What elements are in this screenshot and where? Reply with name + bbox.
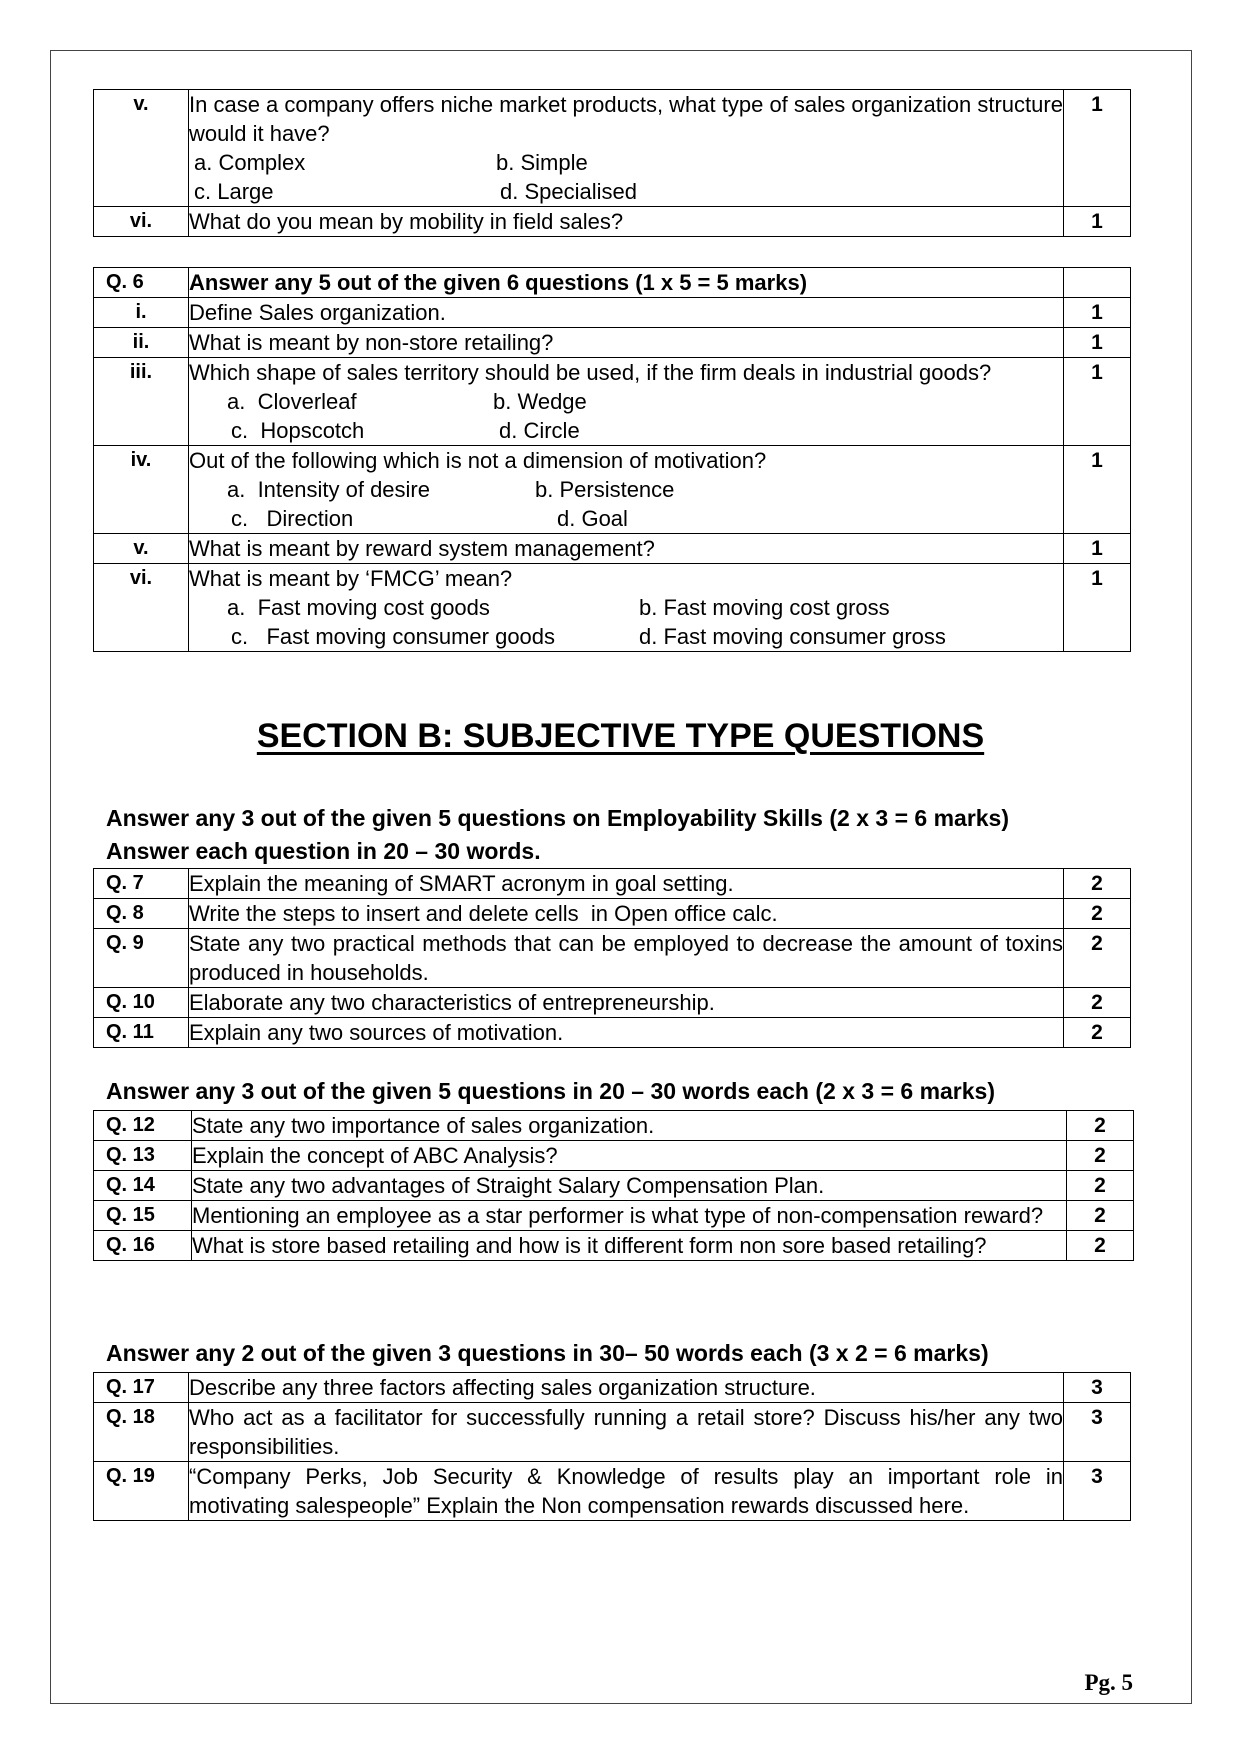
question-number: vi. <box>94 207 189 237</box>
block-instruction: Answer any 3 out of the given 5 questions in 20 – 30 words each (2 x 3 = 6 marks) <box>106 1078 996 1104</box>
table-row <box>94 929 1131 988</box>
marks: 3 <box>1064 1462 1131 1521</box>
question-number: iii. <box>94 358 189 446</box>
question-table-short-answer <box>93 1110 1134 1261</box>
option: c. Large <box>194 179 274 204</box>
question-text: Mentioning an employee as a star performer is what type of non-compensation reward? <box>192 1201 1067 1231</box>
question-number: Q. 19 <box>94 1462 189 1521</box>
question-text: Write the steps to insert and delete cells in Open office calc. <box>189 899 1064 929</box>
question-number: Q. 16 <box>94 1231 192 1261</box>
question-text: Who act as a facilitator for successfully running a retail store? Discuss his/her any two responsibilities. <box>189 1403 1064 1462</box>
option: d. Circle <box>499 418 580 443</box>
page-number: Pg. 5 <box>1084 1670 1133 1695</box>
marks: 1 <box>1064 446 1131 534</box>
marks: 3 <box>1064 1373 1131 1403</box>
table-row <box>94 1201 1134 1231</box>
table-row <box>94 90 1131 207</box>
marks: 2 <box>1064 1018 1131 1048</box>
section-title: SECTION B: SUBJECTIVE TYPE QUESTIONS <box>256 717 985 755</box>
table-row <box>94 268 1131 298</box>
table-row <box>94 1111 1134 1141</box>
question-number: Q. 7 <box>94 869 189 899</box>
question-text: “Company Perks, Job Security & Knowledge of results play an important role in motivating salespeople” Explain the Non compensation rewards discussed here. <box>189 1462 1064 1521</box>
table-row <box>94 298 1131 328</box>
question-text: State any two advantages of Straight Salary Compensation Plan. <box>192 1171 1067 1201</box>
question-number: vi. <box>94 564 189 652</box>
block-instruction: Answer any 3 out of the given 5 questions on Employability Skills (2 x 3 = 6 marks) <box>106 805 1010 831</box>
table-row <box>94 869 1131 899</box>
option-list <box>189 148 1063 206</box>
question-prompt: Which shape of sales territory should be used, if the firm deals in industrial goods? <box>189 360 992 385</box>
marks: 3 <box>1064 1403 1131 1462</box>
marks: 1 <box>1064 207 1131 237</box>
question-prompt: In case a company offers niche market products, what type of sales organization structure would it have? <box>189 92 1063 146</box>
question-text: Explain the concept of ABC Analysis? <box>192 1141 1067 1171</box>
option: c. Hopscotch <box>231 418 365 443</box>
marks: 1 <box>1064 358 1131 446</box>
table-row <box>94 1018 1131 1048</box>
option: d. Specialised <box>500 179 637 204</box>
question-text: What do you mean by mobility in field sales? <box>189 207 1064 237</box>
option: c. Fast moving consumer goods <box>231 624 556 649</box>
table-row <box>94 1171 1134 1201</box>
question-text <box>189 564 1064 652</box>
table-row <box>94 988 1131 1018</box>
table-row <box>94 1462 1131 1521</box>
question-number: Q. 18 <box>94 1403 189 1462</box>
marks: 1 <box>1064 534 1131 564</box>
question-text <box>189 358 1064 446</box>
question-number: Q. 17 <box>94 1373 189 1403</box>
question-text: Explain the meaning of SMART acronym in goal setting. <box>189 869 1064 899</box>
question-text: Define Sales organization. <box>189 298 1064 328</box>
question-text: What is meant by non-store retailing? <box>189 328 1064 358</box>
marks <box>1064 268 1131 298</box>
question-number: Q. 10 <box>94 988 189 1018</box>
question-number: Q. 12 <box>94 1111 192 1141</box>
table-row <box>94 899 1131 929</box>
option: a. Cloverleaf <box>227 389 357 414</box>
question-text: State any two practical methods that can be employed to decrease the amount of toxins produced in households. <box>189 929 1064 988</box>
option-list <box>189 593 1063 651</box>
marks: 2 <box>1064 988 1131 1018</box>
question-table-long-answer <box>93 1372 1131 1521</box>
block-instruction: Answer any 2 out of the given 3 questions in 30– 50 words each (3 x 2 = 6 marks) <box>106 1340 989 1366</box>
question-table-employability <box>93 868 1131 1048</box>
question-number: Q. 14 <box>94 1171 192 1201</box>
table-row <box>94 534 1131 564</box>
option: a. Intensity of desire <box>227 477 430 502</box>
question-number: Q. 15 <box>94 1201 192 1231</box>
table-row <box>94 358 1131 446</box>
question-number: Q. 11 <box>94 1018 189 1048</box>
marks: 1 <box>1064 564 1131 652</box>
question-number: v. <box>94 534 189 564</box>
marks: 1 <box>1064 90 1131 207</box>
option: a. Fast moving cost goods <box>227 595 490 620</box>
table-row <box>94 207 1131 237</box>
question-number: ii. <box>94 328 189 358</box>
block-instruction: Answer each question in 20 – 30 words. <box>106 838 541 864</box>
marks: 2 <box>1067 1201 1134 1231</box>
table-row <box>94 1141 1134 1171</box>
option: b. Persistence <box>535 477 675 502</box>
marks: 2 <box>1067 1141 1134 1171</box>
table-row <box>94 446 1131 534</box>
option-list <box>189 387 1063 445</box>
question-table-top <box>93 89 1131 237</box>
option: d. Fast moving consumer gross <box>639 624 946 649</box>
question-prompt: What is meant by ‘FMCG’ mean? <box>189 566 513 591</box>
question-number: i. <box>94 298 189 328</box>
marks: 2 <box>1064 899 1131 929</box>
option: b. Simple <box>496 150 588 175</box>
marks: 2 <box>1064 929 1131 988</box>
question-text: What is store based retailing and how is it different form non sore based retailing? <box>192 1231 1067 1261</box>
option: a. Complex <box>194 150 306 175</box>
option: c. Direction <box>231 506 354 531</box>
question-text: Describe any three factors affecting sales organization structure. <box>189 1373 1064 1403</box>
marks: 1 <box>1064 298 1131 328</box>
question-text <box>189 90 1064 207</box>
question-text <box>189 446 1064 534</box>
question-table-q6 <box>93 267 1131 652</box>
question-prompt: Out of the following which is not a dimension of motivation? <box>189 448 767 473</box>
option: d. Goal <box>557 506 628 531</box>
option: b. Wedge <box>493 389 587 414</box>
marks: 1 <box>1064 328 1131 358</box>
question-number: Q. 9 <box>94 929 189 988</box>
question-number: iv. <box>94 446 189 534</box>
question-number: v. <box>94 90 189 207</box>
table-row <box>94 328 1131 358</box>
table-row <box>94 564 1131 652</box>
question-number: Q. 13 <box>94 1141 192 1171</box>
marks: 2 <box>1067 1171 1134 1201</box>
table-row <box>94 1231 1134 1261</box>
question-text: Explain any two sources of motivation. <box>189 1018 1064 1048</box>
question-text: What is meant by reward system management? <box>189 534 1064 564</box>
option: b. Fast moving cost gross <box>639 595 890 620</box>
question-number: Q. 8 <box>94 899 189 929</box>
table-row <box>94 1403 1131 1462</box>
marks: 2 <box>1064 869 1131 899</box>
marks: 2 <box>1067 1231 1134 1261</box>
question-text: Elaborate any two characteristics of entrepreneurship. <box>189 988 1064 1018</box>
question-number: Q. 6 <box>94 268 189 298</box>
option-list <box>189 475 1063 533</box>
table-row <box>94 1373 1131 1403</box>
question-text: State any two importance of sales organization. <box>192 1111 1067 1141</box>
marks: 2 <box>1067 1111 1134 1141</box>
question-heading: Answer any 5 out of the given 6 questions (1 x 5 = 5 marks) <box>189 268 1064 298</box>
